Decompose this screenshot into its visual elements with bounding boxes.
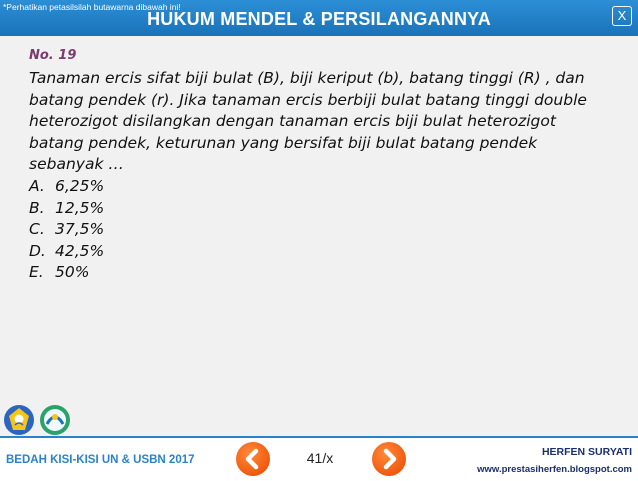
answer-option-d [29,241,104,263]
author-name: HERFEN SURYATI [541,446,632,458]
answer-option-b [29,198,104,220]
question-text: Tanaman ercis sifat biji bulat (B), biji keriput (b), batang tinggi (R) , dan batang pendek (r). Jika tanaman ercis berbiji bulat batang tinggi double heterozigot disilangkan dengan tanaman ercis biji bulat heterozigot batang pendek, keturunan yang bersifat biji bulat batang pendek sebanyak … [29,69,587,173]
answer-option-c [29,219,104,241]
answer-option-a [29,176,104,198]
option-value: 42,5% [55,241,105,260]
chevron-left-icon [236,442,270,476]
answer-option-e [29,262,104,284]
slide-content [0,36,638,436]
header-bar [0,0,638,36]
next-button[interactable] [372,442,406,476]
chevron-right-icon [372,442,406,476]
website-link[interactable]: www.prestasiherfen.blogspot.com [477,464,632,475]
footer-course-label: BEDAH KISI-KISI UN & USBN 2017 [6,454,195,466]
school-logo [40,405,70,435]
option-value: 6,25% [55,177,105,195]
header-note: *Perhatikan petasilsilah butawarna dibawah ini! [3,2,181,12]
tut-wuri-handayani-logo [4,405,34,435]
option-letter: B. [29,198,45,217]
option-letter: E. [29,263,44,281]
previous-button[interactable] [236,442,270,476]
page-number: 41/x [306,450,334,466]
close-button[interactable]: X [612,6,632,26]
logos [2,403,78,437]
option-value: 50% [55,263,90,281]
question-number: No. 19 [29,48,77,63]
footer-bar [0,436,638,481]
option-value: 37,5% [55,220,105,238]
slide-title: HUKUM MENDEL & PERSILANGANNYA [147,9,491,29]
option-letter: D. [29,241,46,260]
answer-options [29,176,104,284]
option-letter: C. [29,220,45,238]
option-value: 12,5% [55,198,105,217]
option-letter: A. [29,177,45,195]
